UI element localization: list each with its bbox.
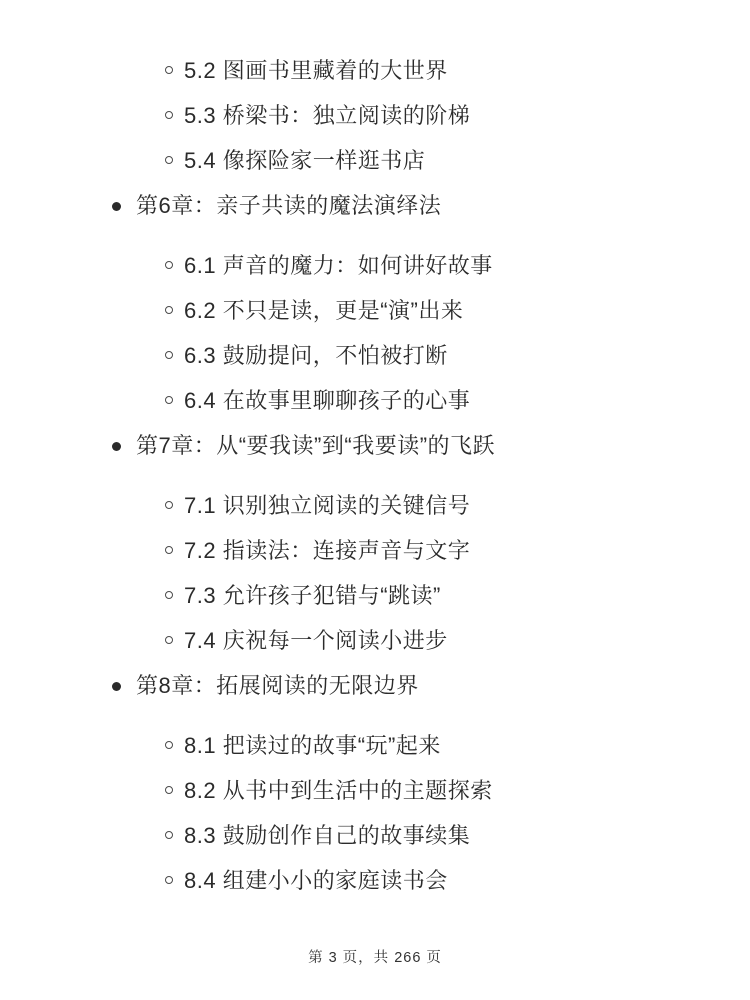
toc-subitem-7-4: 7.4 庆祝每一个阅读小进步 xyxy=(184,626,710,656)
page-number-indicator: 第 3 页，共 266 页 xyxy=(308,950,442,966)
toc-chapter-7-title: 第7章：从“要我读”到“我要读”的飞跃 xyxy=(136,431,720,461)
chapter8-sublist xyxy=(0,731,750,896)
toc-chapter-7 xyxy=(0,431,750,656)
toc-subitem-7-1: 7.1 识别独立阅读的关键信号 xyxy=(184,491,710,521)
chapter6-sublist xyxy=(0,251,750,416)
toc-subitem-8-2: 8.2 从书中到生活中的主题探索 xyxy=(184,776,710,806)
chapter5-sublist xyxy=(0,56,750,176)
toc-subitem-7-3: 7.3 允许孩子犯错与“跳读” xyxy=(184,581,710,611)
toc-subitem-6-4: 6.4 在故事里聊聊孩子的心事 xyxy=(184,386,710,416)
toc-subitem-8-1: 8.1 把读过的故事“玩”起来 xyxy=(184,731,710,761)
chapter7-sublist xyxy=(0,491,750,656)
toc-chapter-6-title: 第6章：亲子共读的魔法演绎法 xyxy=(136,191,720,221)
toc-chapter-6 xyxy=(0,191,750,416)
toc-subitem-5-4: 5.4 像探险家一样逛书店 xyxy=(184,146,710,176)
toc-subitem-6-2: 6.2 不只是读，更是“演”出来 xyxy=(184,296,710,326)
toc-subitem-8-4: 8.4 组建小小的家庭读书会 xyxy=(184,866,710,896)
chapter-list xyxy=(0,191,750,896)
toc-subitem-5-3: 5.3 桥梁书：独立阅读的阶梯 xyxy=(184,101,710,131)
toc-subitem-6-3: 6.3 鼓励提问，不怕被打断 xyxy=(184,341,710,371)
toc-chapter-8 xyxy=(0,671,750,896)
toc-subitem-5-2: 5.2 图画书里藏着的大世界 xyxy=(184,56,710,86)
toc-subitem-6-1: 6.1 声音的魔力：如何讲好故事 xyxy=(184,251,710,281)
toc-subitem-7-2: 7.2 指读法：连接声音与文字 xyxy=(184,536,710,566)
toc-subitem-8-3: 8.3 鼓励创作自己的故事续集 xyxy=(184,821,710,851)
toc-chapter-8-title: 第8章：拓展阅读的无限边界 xyxy=(136,671,720,701)
